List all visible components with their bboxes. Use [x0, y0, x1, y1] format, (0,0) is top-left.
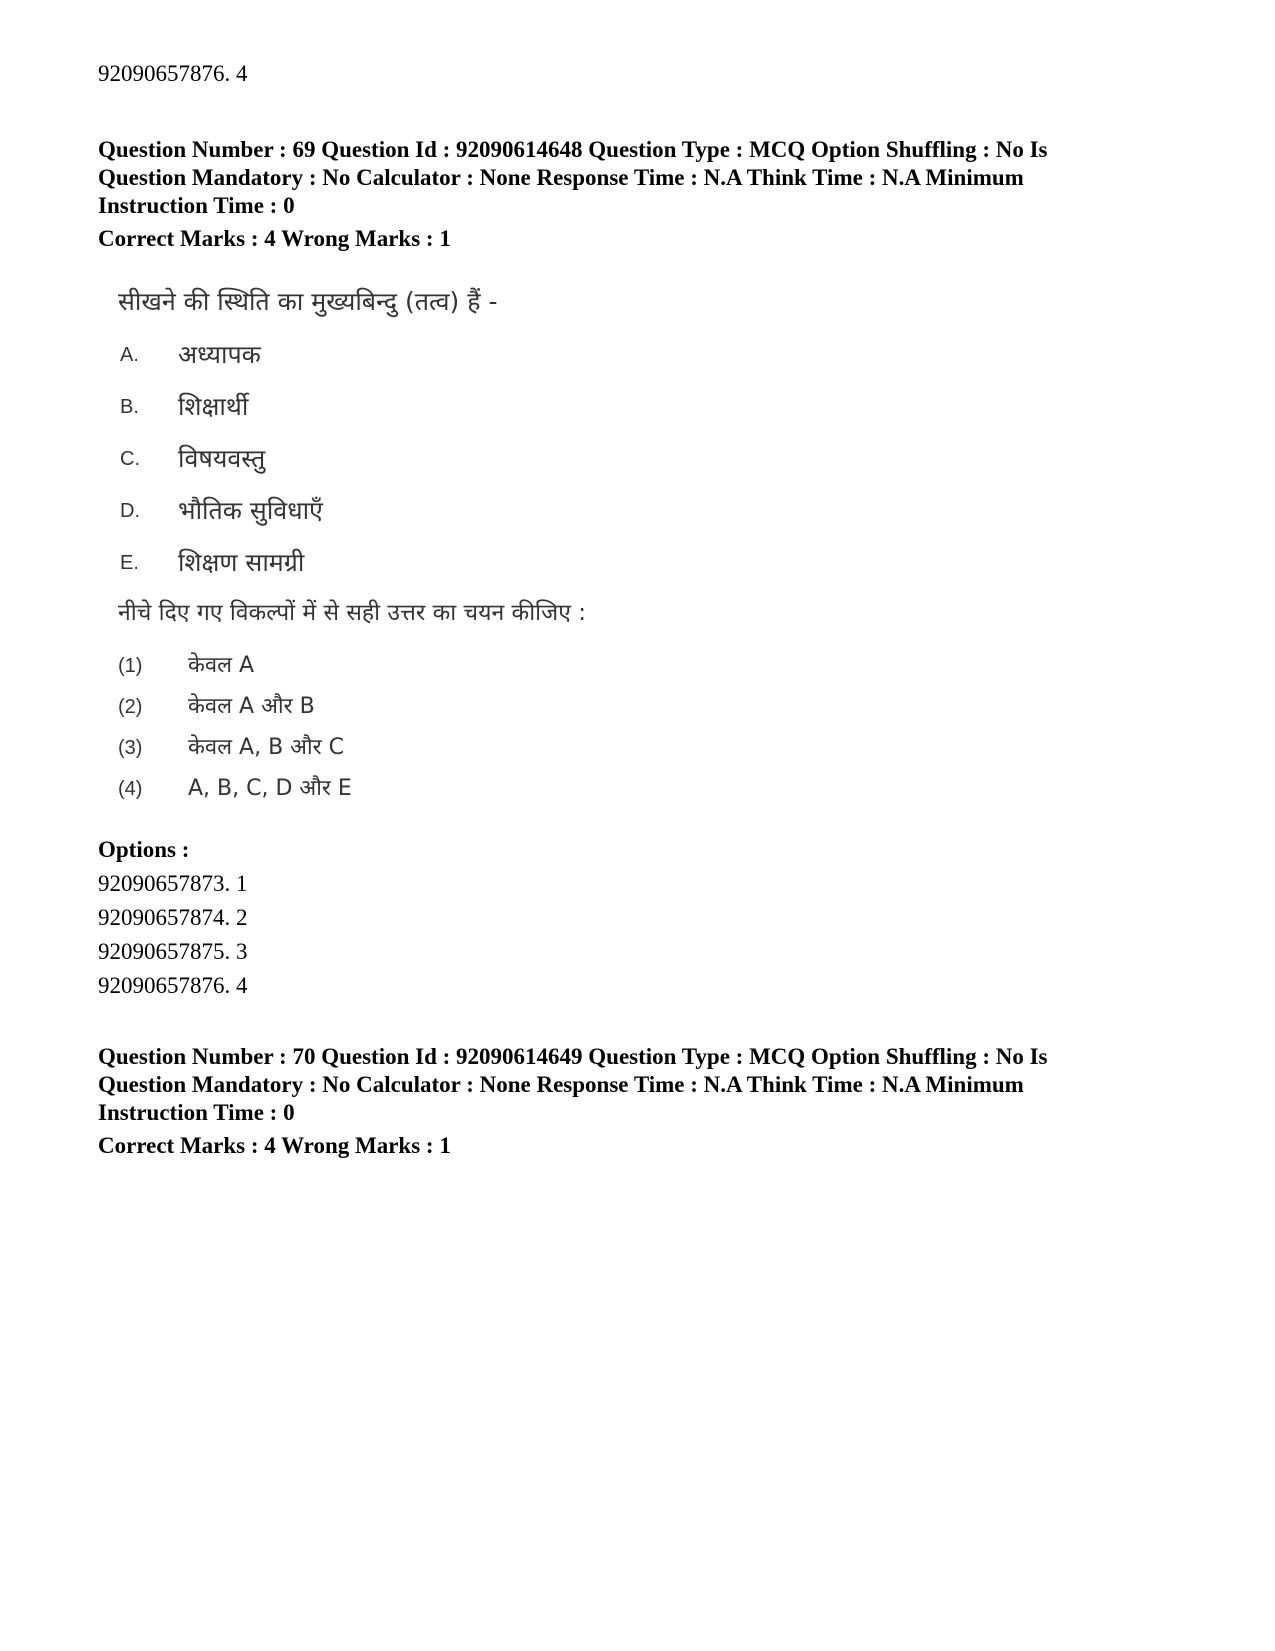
- choice-number: (4): [118, 778, 143, 800]
- option-item: 92090657875. 3: [98, 939, 248, 964]
- question-70-header: [98, 1043, 1188, 1160]
- question-69-header: [98, 136, 1188, 253]
- choice-text: A, B, C, D और E: [188, 776, 352, 801]
- question-meta-line-2: Question Mandatory : No Calculator : None Response Time : N.A Think Time : N.A Minimum: [98, 165, 1024, 190]
- option-item: 92090657876. 4: [98, 973, 248, 998]
- statement-text: शिक्षण सामग्री: [178, 548, 305, 577]
- statement-text: अध्यापक: [178, 340, 261, 369]
- choice-text: केवल A, B और C: [188, 735, 345, 760]
- answer-instruction: नीचे दिए गए विकल्पों में से सही उत्तर का चयन कीजिए :: [118, 600, 586, 626]
- choice-text: केवल A: [188, 653, 255, 678]
- options-title: Options :: [98, 837, 190, 862]
- option-item: 92090657874. 2: [98, 905, 248, 930]
- question-meta-line-2: Question Mandatory : No Calculator : None Response Time : N.A Think Time : N.A Minimum: [98, 1072, 1024, 1097]
- question-meta-line-1: Question Number : 70 Question Id : 92090614649 Question Type : MCQ Option Shuffling : No Is: [98, 1044, 1048, 1069]
- choice-number: (2): [118, 696, 143, 718]
- question-marks: Correct Marks : 4 Wrong Marks : 1: [98, 1133, 451, 1158]
- question-meta-line-3: Instruction Time : 0: [98, 1100, 295, 1125]
- previous-answer-line: 92090657876. 4: [98, 61, 248, 86]
- statement-text: शिक्षार्थी: [178, 392, 249, 421]
- statement-label: D.: [120, 500, 140, 522]
- choice-text: केवल A और B: [188, 694, 315, 719]
- statement-text: भौतिक सुविधाएँ: [178, 496, 323, 525]
- choice-number: (1): [118, 655, 143, 677]
- question-marks: Correct Marks : 4 Wrong Marks : 1: [98, 226, 451, 251]
- statement-label: E.: [120, 552, 139, 574]
- question-meta-line-1: Question Number : 69 Question Id : 92090614648 Question Type : MCQ Option Shuffling : No Is: [98, 137, 1048, 162]
- statement-label: C.: [120, 448, 140, 470]
- options-block: [98, 833, 248, 1003]
- choice-number: (3): [118, 737, 143, 759]
- question-meta-line-3: Instruction Time : 0: [98, 193, 295, 218]
- statement-label: B.: [120, 396, 139, 418]
- statement-label: A.: [120, 344, 139, 366]
- statement-text: विषयवस्तु: [178, 444, 266, 473]
- question-stem: सीखने की स्थिति का मुख्यबिन्दु (तत्व) हैं -: [118, 287, 498, 316]
- option-item: 92090657873. 1: [98, 871, 248, 896]
